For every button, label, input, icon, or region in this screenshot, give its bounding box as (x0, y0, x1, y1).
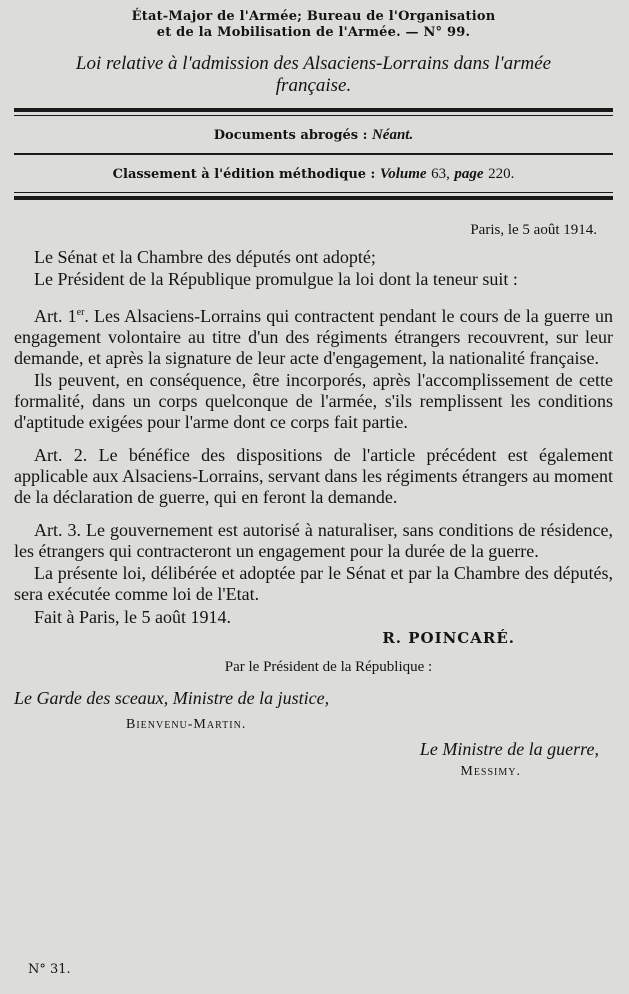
preamble-2: Le Président de la République promulgue la loi dont la teneur suit : (34, 269, 518, 289)
classement (14, 165, 613, 184)
signature-row (14, 631, 613, 651)
place-date: Paris, le 5 août 1914. (470, 222, 597, 238)
classement-label: Classement à l'édition méthodique : (112, 167, 380, 182)
title-line-1: Loi relative à l'admission des Alsaciens-Lorrains dans l'armée (75, 53, 552, 74)
bottom-rule-thin (14, 192, 613, 193)
header-line-2: et de la Mobilisation de l'Armée. — N° 99. (156, 25, 471, 40)
article-1-text: . Les Alsaciens-Lorrains qui contractent pendant le cours de la guerre un engagement volontaire au titre d'un des régiments étrangers recouvrent, sur leur demande, et après la signature de leur acte d'engagement, la nationalité française. (14, 306, 614, 368)
law-title (14, 53, 613, 97)
top-rule-thin (14, 115, 613, 116)
article-1-label: Art. 1 (34, 306, 77, 326)
volume-value: 63, (431, 166, 450, 182)
middle-rule (14, 153, 613, 155)
article-1-continuation: Ils peuvent, en conséquence, être incorporés, après l'accomplissement de cette formalité, dans un corps quelconque de l'armée, s'ils remplissent les conditions d'aptitude exigées pour l'arme dont ce corps fait partie. (14, 370, 613, 432)
page-label: page (454, 166, 484, 182)
documents-value: Néant. (371, 127, 414, 143)
header-line-1: État-Major de l'Armée; Bureau de l'Organisation (131, 9, 496, 24)
law-body (14, 247, 613, 605)
minister-justice-name: Bienvenu-Martin. (126, 717, 247, 732)
article-1 (14, 302, 613, 369)
issuer-header (14, 0, 613, 41)
garde-des-sceaux: Le Garde des sceaux, Ministre de la justice, (14, 688, 330, 708)
bottom-rule (14, 196, 613, 200)
volume-label: Volume (379, 166, 427, 182)
documents-abroges (14, 126, 613, 145)
article-2: Art. 2. Le bénéfice des dispositions de l'article précédent est également applicable aux Alsaciens-Lorrains, servant dans les régiments étrangers au moment de la déclaration de guerre, qui en feront la demande. (14, 445, 613, 507)
article-1-sup: er (76, 307, 85, 318)
documents-label: Documents abrogés : (213, 128, 372, 143)
preamble-1: Le Sénat et la Chambre des députés ont adopté; (34, 247, 376, 267)
article-3: Art. 3. Le gouvernement est autorisé à naturaliser, sans conditions de résidence, les étrangers qui contracteront un engagement pour la durée de la guerre. (14, 520, 613, 561)
page-value: 220. (488, 166, 515, 182)
president-signature: R. POINCARÉ. (382, 629, 515, 647)
title-line-2: française. (275, 75, 352, 96)
page-number: N° 31. (28, 962, 71, 977)
ministre-de-la-guerre: Le Ministre de la guerre, (419, 739, 599, 759)
closing-paragraph: La présente loi, délibérée et adoptée par le Sénat et par la Chambre des députés, sera exécutée comme loi de l'Etat. (14, 563, 613, 604)
par-le-president: Par le Président de la République : (224, 659, 433, 675)
top-rule (14, 108, 613, 112)
fait-a-paris (14, 607, 613, 631)
fait-text: Fait à Paris, le 5 août 1914. (34, 607, 231, 627)
minister-war-name: Messimy. (460, 764, 521, 779)
